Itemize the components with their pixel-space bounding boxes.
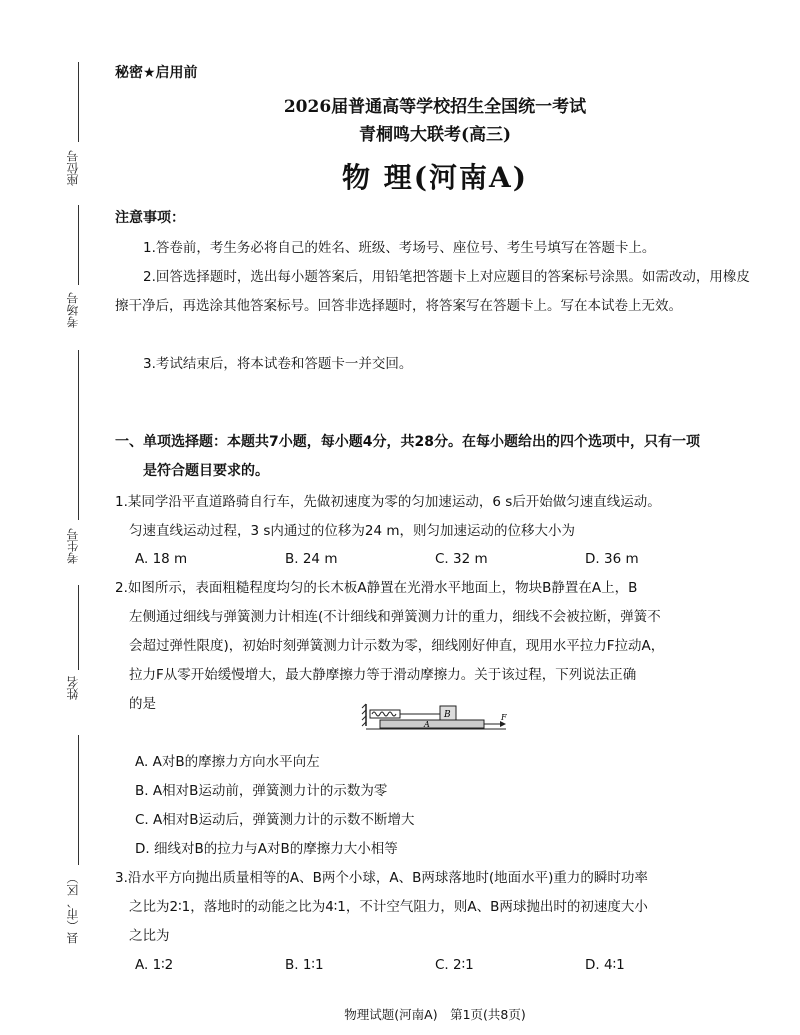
question-2-line1: 2.如图所示，表面粗糙程度均匀的长木板A静置在光滑水平地面上，物块B静置在A上，B — [115, 580, 638, 596]
binding-line — [78, 585, 79, 670]
binding-line — [78, 62, 79, 142]
binding-line — [78, 735, 79, 865]
question-2-option-b: B. A相对B运动前，弹簧测力计的示数为零 — [135, 783, 388, 799]
question-2-option-c: C. A相对B运动后，弹簧测力计的示数不断增大 — [135, 812, 415, 828]
question-3-line1: 3.沿水平方向抛出质量相等的A、B两个小球，A、B两球落地时(地面水平)重力的瞬时功率 — [115, 870, 648, 886]
exam-subtitle: 青桐鸣大联考(高三) — [358, 125, 512, 145]
option-d: D. 4∶1 — [585, 957, 625, 973]
county-label: 县（市、区） — [66, 872, 80, 944]
name-label: 姓名 — [66, 676, 80, 700]
spring — [372, 712, 396, 716]
binding-margin — [0, 0, 100, 1035]
notice-item-2: 2.回答选择题时，选出每小题答案后，用铅笔把答题卡上对应题目的答案标号涂黑。如需改动，用橡皮擦干净后，再选涂其他答案标号。回答非选择题时，将答案写在答题卡上。写在本试卷上无效。 — [115, 269, 750, 314]
question-3-line2: 之比为2∶1，落地时的动能之比为4∶1，不计空气阻力，则A、B两球抛出时的初速度大小 — [129, 899, 648, 915]
option-d: D. 36 m — [585, 551, 639, 567]
exam-number-label: 考生号 — [66, 528, 80, 564]
question-2-option-a: A. A对B的摩擦力方向水平向左 — [135, 754, 320, 770]
binding-line — [78, 205, 79, 285]
exam-room-label: 考场号 — [66, 292, 80, 328]
option-c: C. 2∶1 — [435, 957, 474, 973]
secret-mark: 秘密★启用前 — [115, 65, 198, 81]
page-footer: 物理试题(河南A) 第1页(共8页) — [344, 1007, 526, 1022]
subject-title: 物 理(河南A) — [342, 161, 528, 194]
option-a: A. 18 m — [135, 551, 188, 567]
question-2-line2: 左侧通过细线与弹簧测力计相连(不计细线和弹簧测力计的重力，细线不会被拉断，弹簧不 — [129, 609, 661, 625]
question-2-option-d: D. 细线对B的拉力与A对B的摩擦力大小相等 — [135, 841, 398, 857]
question-1-line1: 1.某同学沿平直道路骑自行车，先做初速度为零的匀加速运动，6 s后开始做匀速直线运动。 — [115, 494, 661, 510]
notice-item-3: 3.考试结束后，将本试卷和答题卡一并交回。 — [143, 356, 413, 372]
question-2-line5: 的是 — [129, 696, 156, 712]
question-1-line2: 匀速直线运动过程，3 s内通过的位移为24 m，则匀加速运动的位移大小为 — [129, 523, 576, 539]
spring-board-figure — [360, 700, 510, 740]
question-3 — [115, 864, 751, 951]
section-heading-line2: 是符合题目要求的。 — [143, 463, 269, 479]
seat-number-label: 座位号 — [66, 150, 80, 186]
force-label: F — [501, 713, 507, 722]
question-1 — [115, 488, 751, 546]
notice-item-1: 1.答卷前，考生务必将自己的姓名、班级、考场号、座位号、考生号填写在答题卡上。 — [143, 240, 656, 256]
option-c: C. 32 m — [435, 551, 488, 567]
option-b: B. 1∶1 — [285, 957, 324, 973]
board-a — [380, 720, 484, 728]
board-a-label: A — [424, 720, 430, 729]
question-1-options — [135, 551, 735, 567]
notice-heading: 注意事项： — [115, 210, 185, 226]
exam-title: 2026届普通高等学校招生全国统一考试 — [283, 97, 587, 117]
section-heading-line1: 一、单项选择题：本题共7小题，每小题4分，共28分。在每小题给出的四个选项中，只有一项 — [115, 434, 700, 450]
question-3-line3: 之比为 — [129, 928, 170, 944]
question-2-line3: 会超过弹性限度)，初始时刻弹簧测力计示数为零，细线刚好伸直，现用水平拉力F拉动A， — [129, 638, 665, 654]
option-b: B. 24 m — [285, 551, 338, 567]
block-b-label: B — [444, 710, 451, 720]
option-a: A. 1∶2 — [135, 957, 174, 973]
question-2 — [115, 574, 751, 719]
section-heading — [115, 428, 751, 486]
question-2-line4: 拉力F从零开始缓慢增大，最大静摩擦力等于滑动摩擦力。关于该过程，下列说法正确 — [129, 667, 637, 683]
question-3-options — [135, 957, 735, 973]
binding-line — [78, 350, 79, 520]
